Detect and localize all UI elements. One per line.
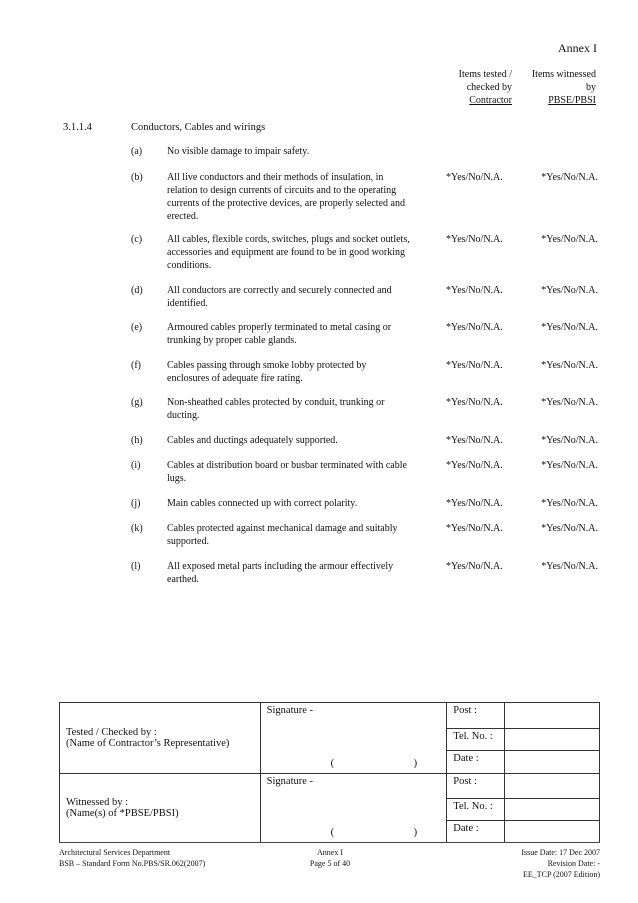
footer-center — [280, 847, 380, 869]
name-paren-open: ( — [330, 758, 335, 769]
date-label: Date : — [447, 821, 505, 843]
witnessed-date-field[interactable] — [505, 821, 600, 843]
tested-by-cell — [60, 703, 261, 774]
item-letter: (j) — [131, 498, 141, 509]
contractor-answer[interactable]: *Yes/No/N.A. — [446, 498, 503, 509]
name-paren-close: ) — [413, 758, 418, 769]
section-title: Conductors, Cables and wirings — [131, 122, 266, 133]
contractor-answer[interactable]: *Yes/No/N.A. — [446, 435, 503, 446]
footer-right — [440, 847, 600, 880]
contractor-answer[interactable]: *Yes/No/N.A. — [446, 234, 503, 245]
tel-label: Tel. No. : — [447, 798, 505, 821]
issue-date: Issue Date: 17 Dec 2007 — [521, 848, 600, 857]
name-paren-close: ) — [413, 827, 418, 838]
item-text: No visible damage to impair safety. — [167, 146, 310, 157]
pbse-answer[interactable]: *Yes/No/N.A. — [541, 234, 598, 245]
contractor-answer[interactable]: *Yes/No/N.A. — [446, 561, 503, 572]
tested-by-label: Tested / Checked by : — [66, 727, 157, 738]
item-letter: (l) — [131, 561, 141, 572]
item-text: All conductors are correctly and securely connected and identified. — [167, 285, 392, 309]
date-label: Date : — [447, 751, 505, 774]
pbse-answer[interactable]: *Yes/No/N.A. — [541, 435, 598, 446]
item-letter: (h) — [131, 435, 143, 446]
item-text: Cables passing through smoke lobby protected by enclosures of adequate fire rating. — [167, 360, 367, 384]
item-letter: (a) — [131, 146, 143, 157]
pbse-answer[interactable]: *Yes/No/N.A. — [541, 397, 598, 408]
tested-signature-field[interactable] — [260, 703, 447, 774]
post-label: Post : — [447, 703, 505, 729]
pbse-answer[interactable]: *Yes/No/N.A. — [541, 460, 598, 471]
form-number: BSB – Standard Form No.PBS/SR.062(2007) — [59, 859, 206, 868]
item-text: Cables and ductings adequately supported. — [167, 435, 338, 446]
department-name: Architectural Services Department — [59, 848, 171, 857]
pbse-answer[interactable]: *Yes/No/N.A. — [541, 561, 598, 572]
signature-label: Signature - — [266, 776, 314, 787]
revision-date: Revision Date: - — [547, 859, 600, 868]
item-letter: (k) — [131, 523, 143, 534]
footer-annex: Annex I — [317, 848, 343, 857]
header-line: Items tested / — [458, 69, 512, 80]
header-line: PBSE/PBSI — [548, 95, 596, 106]
pbse-column-header — [518, 68, 596, 107]
witnessed-post-field[interactable] — [505, 774, 600, 799]
item-letter: (d) — [131, 285, 143, 296]
item-text: Armoured cables properly terminated to metal casing or trunking by proper cable glands. — [167, 322, 392, 346]
contractor-column-header — [438, 68, 512, 107]
tested-date-field[interactable] — [505, 751, 600, 774]
contractor-rep-label: (Name of Contractor’s Representative) — [66, 738, 230, 749]
pbse-answer[interactable]: *Yes/No/N.A. — [541, 360, 598, 371]
header-line: checked by — [466, 82, 512, 93]
page-number: Page 5 of 40 — [309, 859, 351, 868]
item-text: All cables, flexible cords, switches, plugs and socket outlets, accessories and equipment are found to be in good working conditions. — [167, 234, 410, 271]
witnessed-by-cell — [60, 774, 261, 843]
item-text: All exposed metal parts including the armour effectively earthed. — [167, 561, 394, 585]
section-number: 3.1.1.4 — [63, 122, 92, 133]
item-letter: (i) — [131, 460, 141, 471]
signature-table — [59, 702, 600, 843]
item-letter: (f) — [131, 360, 141, 371]
pbse-answer[interactable]: *Yes/No/N.A. — [541, 172, 598, 183]
header-line: Contractor — [469, 95, 512, 106]
witnessed-by-label: Witnessed by : — [66, 797, 128, 808]
contractor-answer[interactable]: *Yes/No/N.A. — [446, 322, 503, 333]
item-text: Main cables connected up with correct polarity. — [167, 498, 358, 509]
contractor-answer[interactable]: *Yes/No/N.A. — [446, 360, 503, 371]
item-letter: (b) — [131, 172, 143, 183]
contractor-answer[interactable]: *Yes/No/N.A. — [446, 460, 503, 471]
footer-left — [59, 847, 205, 869]
contractor-answer[interactable]: *Yes/No/N.A. — [446, 397, 503, 408]
contractor-answer[interactable]: *Yes/No/N.A. — [446, 172, 503, 183]
footer-divider — [59, 842, 600, 843]
item-text: Cables at distribution board or busbar terminated with cable lugs. — [167, 460, 407, 484]
pbse-answer[interactable]: *Yes/No/N.A. — [541, 285, 598, 296]
item-text: All live conductors and their methods of insulation, in relation to design currents of circuits and to the operating currents of the protective devices, are properly selected and erected. — [167, 172, 405, 222]
pbse-name-label: (Name(s) of *PBSE/PBSI) — [66, 808, 179, 819]
tel-label: Tel. No. : — [447, 728, 505, 751]
pbse-answer[interactable]: *Yes/No/N.A. — [541, 322, 598, 333]
witnessed-tel-field[interactable] — [505, 798, 600, 821]
signature-label: Signature - — [266, 705, 314, 716]
edition: EE_TCP (2007 Edition) — [522, 870, 600, 879]
contractor-answer[interactable]: *Yes/No/N.A. — [446, 523, 503, 534]
pbse-answer[interactable]: *Yes/No/N.A. — [541, 498, 598, 509]
item-letter: (c) — [131, 234, 143, 245]
tested-tel-field[interactable] — [505, 728, 600, 751]
contractor-answer[interactable]: *Yes/No/N.A. — [446, 285, 503, 296]
header-line: by — [586, 82, 596, 93]
pbse-answer[interactable]: *Yes/No/N.A. — [541, 523, 598, 534]
item-text: Cables protected against mechanical damage and suitably supported. — [167, 523, 398, 547]
item-letter: (g) — [131, 397, 143, 408]
witnessed-signature-field[interactable] — [260, 774, 447, 843]
tested-post-field[interactable] — [505, 703, 600, 729]
item-letter: (e) — [131, 322, 143, 333]
item-text: Non-sheathed cables protected by conduit, trunking or ducting. — [167, 397, 385, 421]
name-paren-open: ( — [330, 827, 335, 838]
annex-label: Annex I — [558, 41, 597, 55]
header-line: Items witnessed — [531, 69, 596, 80]
post-label: Post : — [447, 774, 505, 799]
